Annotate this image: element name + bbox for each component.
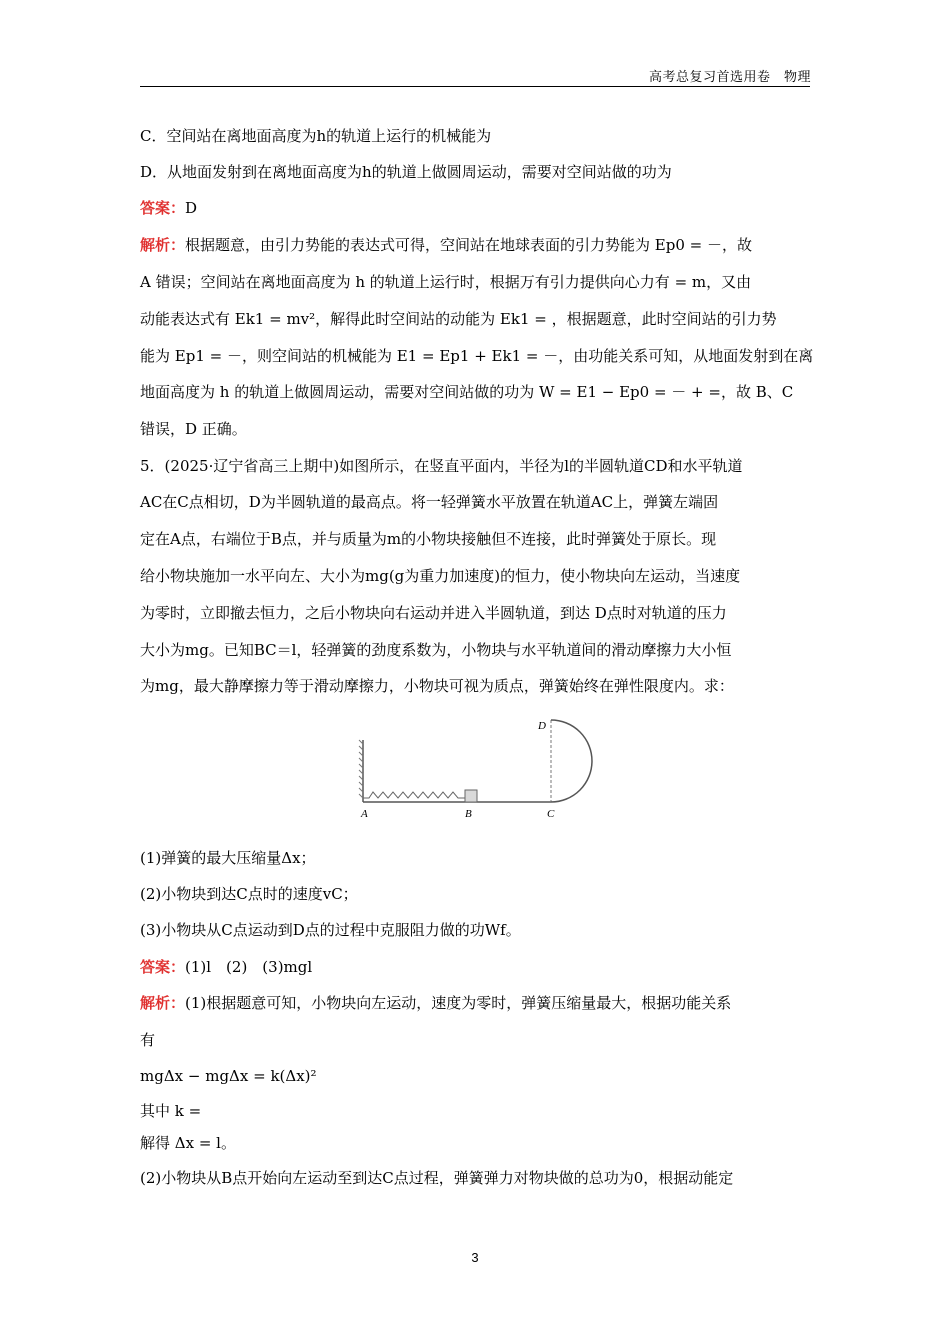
page-number: 3	[471, 1250, 479, 1265]
header-divider	[140, 86, 810, 87]
q4-analysis-line-6: 错误，D 正确。	[140, 420, 247, 438]
analysis-label: 解析：	[140, 994, 186, 1012]
q4-answer-row	[140, 198, 810, 218]
q4-answer: D	[185, 199, 198, 217]
q5-analysis-line-1: 解析：(1)根据题意可知，小物块向左运动，速度为零时，弹簧压缩量最大，根据功能关系	[140, 994, 732, 1012]
q5-analysis-equation: mgΔx − mgΔx = k(Δx)²	[140, 1067, 317, 1085]
label-d: D	[538, 720, 546, 732]
option-d: D．从地面发射到在离地面高度为h的轨道上做圆周运动，需要对空间站做的功为	[140, 163, 672, 181]
option-c: C．空间站在离地面高度为h的轨道上运行的机械能为	[140, 127, 492, 145]
label-c: C	[547, 808, 555, 820]
q4-analysis-line-1: 解析：根据题意，由引力势能的表达式可得，空间站在地球表面的引力势能为 Ep0 = －，故	[140, 236, 752, 254]
q5-analysis-line-2: 有	[140, 1031, 156, 1049]
sub-question-3: (3)小物块从C点运动到D点的过程中克服阻力做的功Wf。	[140, 921, 521, 939]
q5-analysis-line-4: 其中 k =	[140, 1102, 202, 1120]
sub-question-1: (1)弹簧的最大压缩量Δx；	[140, 849, 316, 867]
q5-answer-row	[140, 957, 810, 977]
q4-analysis-line-4: 能为 Ep1 = －，则空间站的机械能为 E1 = Ep1 + Ek1 = －，由功能关系可知，从地面发射到在离	[140, 347, 814, 365]
q5-stem-line-5: 为零时，立即撤去恒力，之后小物块向右运动并进入半圆轨道，到达 D点时对轨道的压力	[140, 604, 727, 622]
label-b: B	[465, 808, 472, 820]
q5-stem-line-2: AC在C点相切，D为半圆轨道的最高点。将一轻弹簧水平放置在轨道AC上，弹簧左端固	[140, 493, 719, 511]
analysis-label: 解析：	[140, 236, 186, 254]
q4-analysis-line-2: A 错误；空间站在离地面高度为 h 的轨道上运行时，根据万有引力提供向心力有 = m，又由	[140, 273, 752, 291]
block	[465, 790, 477, 802]
q4-analysis-line-5: 地面高度为 h 的轨道上做圆周运动，需要对空间站做的功为 W = E1 − Ep0 = － + =，故 B、C	[140, 383, 794, 401]
q5-analysis-line-6: (2)小物块从B点开始向左运动至到达C点过程，弹簧弹力对物块做的总功为0，根据动能定	[140, 1169, 734, 1187]
answer-label: 答案：	[140, 958, 186, 976]
label-a: A	[361, 808, 368, 820]
q5-stem-line-6: 大小为mg。已知BC＝l，轻弹簧的劲度系数为，小物块与水平轨道间的滑动摩擦力大小恒	[140, 641, 732, 659]
q4-analysis-line-3: 动能表达式有 Ek1 = mv²，解得此时空间站的动能为 Ek1 = ，根据题意，此时空间站的引力势	[140, 310, 777, 328]
q5-stem-line-7: 为mg，最大静摩擦力等于滑动摩擦力，小物块可视为质点，弹簧始终在弹性限度内。求：	[140, 677, 734, 695]
spring	[363, 792, 465, 798]
q5-stem-line-3: 定在A点，右端位于B点，并与质量为m的小物块接触但不连接，此时弹簧处于原长。现	[140, 530, 717, 548]
q5-stem-line-1: 5．(2025·辽宁省高三上期中)如图所示，在竖直平面内，半径为l的半圆轨道CD和水平轨道	[140, 457, 743, 475]
q5-analysis-line-5: 解得 Δx = l。	[140, 1134, 236, 1152]
semicircle-track	[551, 720, 592, 802]
header-title: 高考总复习首选用卷 物理	[648, 70, 811, 85]
q5-stem-line-4: 给小物块施加一水平向左、大小为mg(g为重力加速度)的恒力，使小物块向左运动，当速度	[140, 567, 741, 585]
sub-question-2: (2)小物块到达C点时的速度vC；	[140, 885, 358, 903]
q5-answer: (1)l (2) (3)mgl	[185, 958, 313, 976]
track-spring-diagram	[355, 712, 595, 824]
answer-label: 答案：	[140, 199, 186, 217]
